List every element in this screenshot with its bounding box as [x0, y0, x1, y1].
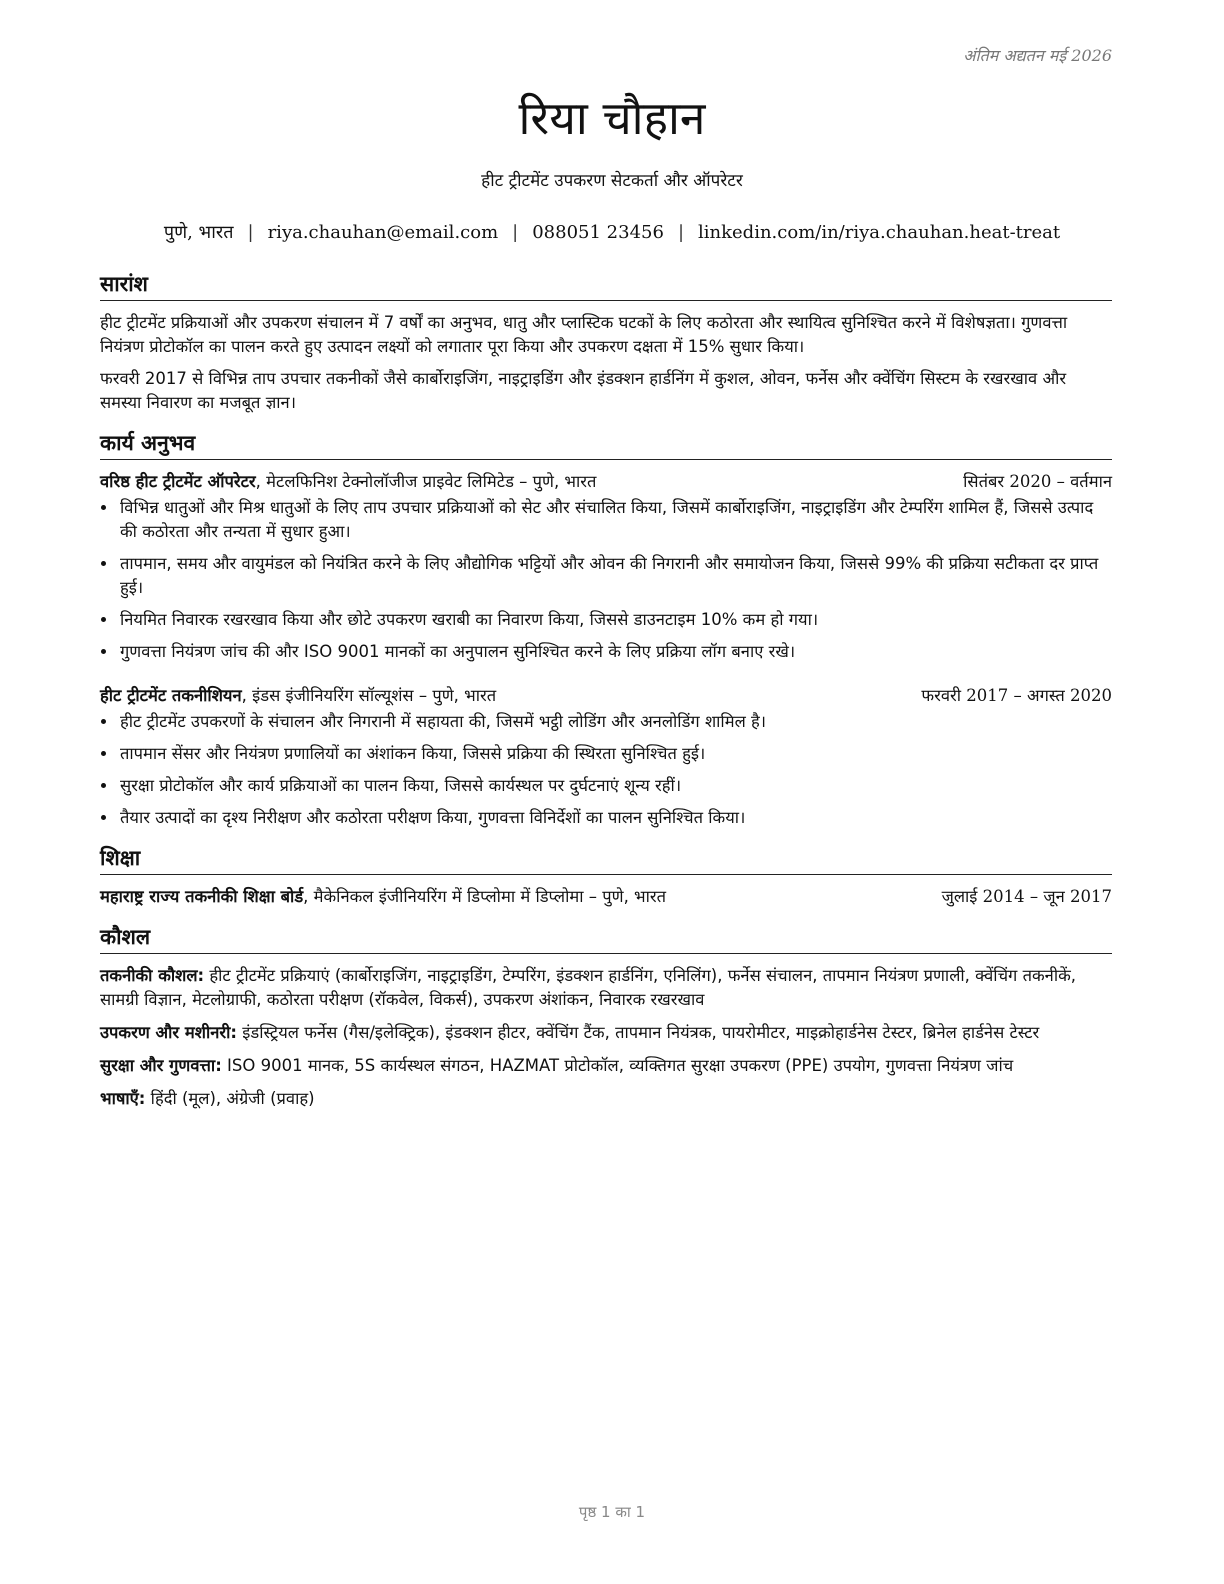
- summary-paragraph: हीट ट्रीटमेंट प्रक्रियाओं और उपकरण संचालन में 7 वर्षों का अनुभव, धातु और प्लास्टिक घटकों के लिए कठोरता और स्थायित्व सुनिश्चित करने में विशेषज्ञता। गुणवत्ता नियंत्रण प्रोटोकॉल का पालन करते हुए उत्पादन लक्ष्यों को लगातार पूरा किया और उपकरण दक्षता में 15% सुधार किया।: [100, 313, 1068, 356]
- email-link[interactable]: riya.chauhan@email.com: [267, 222, 499, 243]
- skill-text: हीट ट्रीटमेंट प्रक्रियाएं (कार्बोराइजिंग, नाइट्राइडिंग, टेम्परिंग, इंडक्शन हार्डनिंग, एनिलिंग), फर्नेस संचालन, तापमान नियंत्रण प्रणाली, क्वेंचिंग तकनीकें, सामग्री विज्ञान, मेटलोग्राफी, कठोरता परीक्षण (रॉकवेल, विकर्स), उपकरण अंशांकन, निवारक रखरखाव: [100, 966, 1077, 1009]
- skill-group: [100, 1054, 1112, 1078]
- skills-section: [100, 923, 1112, 1111]
- skill-group: [100, 1021, 1112, 1045]
- separator: |: [512, 222, 519, 243]
- job-role: [100, 470, 596, 494]
- list-item: • विभिन्न धातुओं और मिश्र धातुओं के लिए ताप उपचार प्रक्रियाओं को सेट और संचालित किया, जिसमें कार्बोराइजिंग, नाइट्राइडिंग और टेम्परिंग शामिल हैं, जिससे उत्पाद की कठोरता और तन्यता में सुधार हुआ।: [118, 496, 1112, 544]
- degree: , मैकेनिकल इंजीनियरिंग में डिप्लोमा में डिप्लोमा – पुणे, भारत: [303, 887, 667, 906]
- job-employer: , मेटलफिनिश टेक्नोलॉजीज प्राइवेट लिमिटेड – पुणे, भारत: [255, 472, 597, 491]
- job-employer: , इंडस इंजीनियरिंग सॉल्यूशंस – पुणे, भारत: [241, 686, 497, 705]
- skills-heading: कौशल: [100, 923, 1112, 954]
- job-title: हीट ट्रीटमेंट उपकरण सेटकर्ता और ऑपरेटर: [481, 171, 743, 191]
- job-dates: सितंबर 2020 – वर्तमान: [963, 472, 1112, 491]
- resume-content: [100, 270, 1112, 1125]
- job-bullets: [100, 710, 1112, 830]
- skill-group: [100, 1087, 1112, 1111]
- skill-group: [100, 964, 1112, 1012]
- job-title: हीट ट्रीटमेंट तकनीशियन: [100, 686, 242, 705]
- list-item: • सुरक्षा प्रोटोकॉल और कार्य प्रक्रियाओं का पालन किया, जिससे कार्यस्थल पर दुर्घटनाएं शून्य रहीं।: [118, 774, 1112, 798]
- summary-paragraph: फरवरी 2017 से विभिन्न ताप उपचार तकनीकों जैसे कार्बोराइजिंग, नाइट्राइडिंग और इंडक्शन हार्डनिंग में कुशल, ओवन, फर्नेस और क्वेंचिंग सिस्टम के रखरखाव और समस्या निवारण का मजबूत ज्ञान।: [100, 369, 1067, 412]
- summary-section: [100, 270, 1112, 415]
- skill-label: उपकरण और मशीनरी:: [100, 1023, 238, 1042]
- last-updated: अंतिम अद्यतन मई 2026: [963, 46, 1112, 65]
- summary-heading: सारांश: [100, 270, 1112, 301]
- list-item: • गुणवत्ता नियंत्रण जांच की और ISO 9001 मानकों का अनुपालन सुनिश्चित करने के लिए प्रक्रिया लॉग बनाए रखे।: [118, 640, 1112, 664]
- job-title: वरिष्ठ हीट ट्रीटमेंट ऑपरेटर: [100, 472, 256, 491]
- experience-heading: कार्य अनुभव: [100, 429, 1112, 460]
- page-number: पृष्ठ 1 का 1: [578, 1503, 646, 1521]
- job-role: [100, 684, 496, 708]
- skill-label: भाषाएँ:: [100, 1089, 146, 1108]
- separator: |: [677, 222, 685, 243]
- job-dates: फरवरी 2017 – अगस्त 2020: [921, 686, 1112, 705]
- education-detail: [100, 885, 666, 909]
- education-entry: [100, 885, 1112, 909]
- experience-section: [100, 429, 1112, 830]
- separator: |: [247, 222, 254, 243]
- skill-label: सुरक्षा और गुणवत्ता:: [100, 1056, 222, 1075]
- education-dates: जुलाई 2014 – जून 2017: [941, 887, 1112, 906]
- institution-name: महाराष्ट्र राज्य तकनीकी शिक्षा बोर्ड: [100, 887, 304, 906]
- location: पुणे, भारत: [163, 222, 234, 243]
- list-item: • तापमान सेंसर और नियंत्रण प्रणालियों का अंशांकन किया, जिससे प्रक्रिया की स्थिरता सुनिश्चित हुई।: [118, 742, 1112, 766]
- list-item: • तैयार उत्पादों का दृश्य निरीक्षण और कठोरता परीक्षण किया, गुणवत्ता विनिर्देशों का पालन सुनिश्चित किया।: [118, 806, 1112, 830]
- list-item: • नियमित निवारक रखरखाव किया और छोटे उपकरण खराबी का निवारण किया, जिससे डाउनटाइम 10% कम हो गया।: [118, 608, 1112, 632]
- linkedin-link[interactable]: linkedin.com/in/riya.chauhan.heat-treat: [698, 222, 1061, 243]
- education-heading: शिक्षा: [100, 844, 1112, 875]
- job-header: [100, 470, 1112, 494]
- candidate-name: रिया चौहान: [518, 91, 706, 145]
- job-bullets: [100, 496, 1112, 664]
- skill-label: तकनीकी कौशल:: [100, 966, 205, 985]
- skill-text: ISO 9001 मानक, 5S कार्यस्थल संगठन, HAZMAT प्रोटोकॉल, व्यक्तिगत सुरक्षा उपकरण (PPE) उपयोग, गुणवत्ता नियंत्रण जांच: [221, 1056, 1014, 1075]
- skill-text: इंडस्ट्रियल फर्नेस (गैस/इलेक्ट्रिक), इंडक्शन हीटर, क्वेंचिंग टैंक, तापमान नियंत्रक, पायरोमीटर, माइक्रोहार्डनेस टेस्टर, ब्रिनेल हार्डनेस टेस्टर: [237, 1023, 1040, 1042]
- phone: 088051 23456: [532, 222, 664, 243]
- list-item: • तापमान, समय और वायुमंडल को नियंत्रित करने के लिए औद्योगिक भट्टियों और ओवन की निगरानी और समायोजन किया, जिससे 99% की प्रक्रिया सटीकता दर प्राप्त हुई।: [118, 552, 1112, 600]
- list-item: • हीट ट्रीटमेंट उपकरणों के संचालन और निगरानी में सहायता की, जिसमें भट्ठी लोडिंग और अनलोडिंग शामिल है।: [118, 710, 1112, 734]
- job-header: [100, 684, 1112, 708]
- contact-line: [0, 220, 1224, 244]
- education-section: [100, 844, 1112, 909]
- skill-text: हिंदी (मूल), अंग्रेजी (प्रवाह): [145, 1089, 315, 1108]
